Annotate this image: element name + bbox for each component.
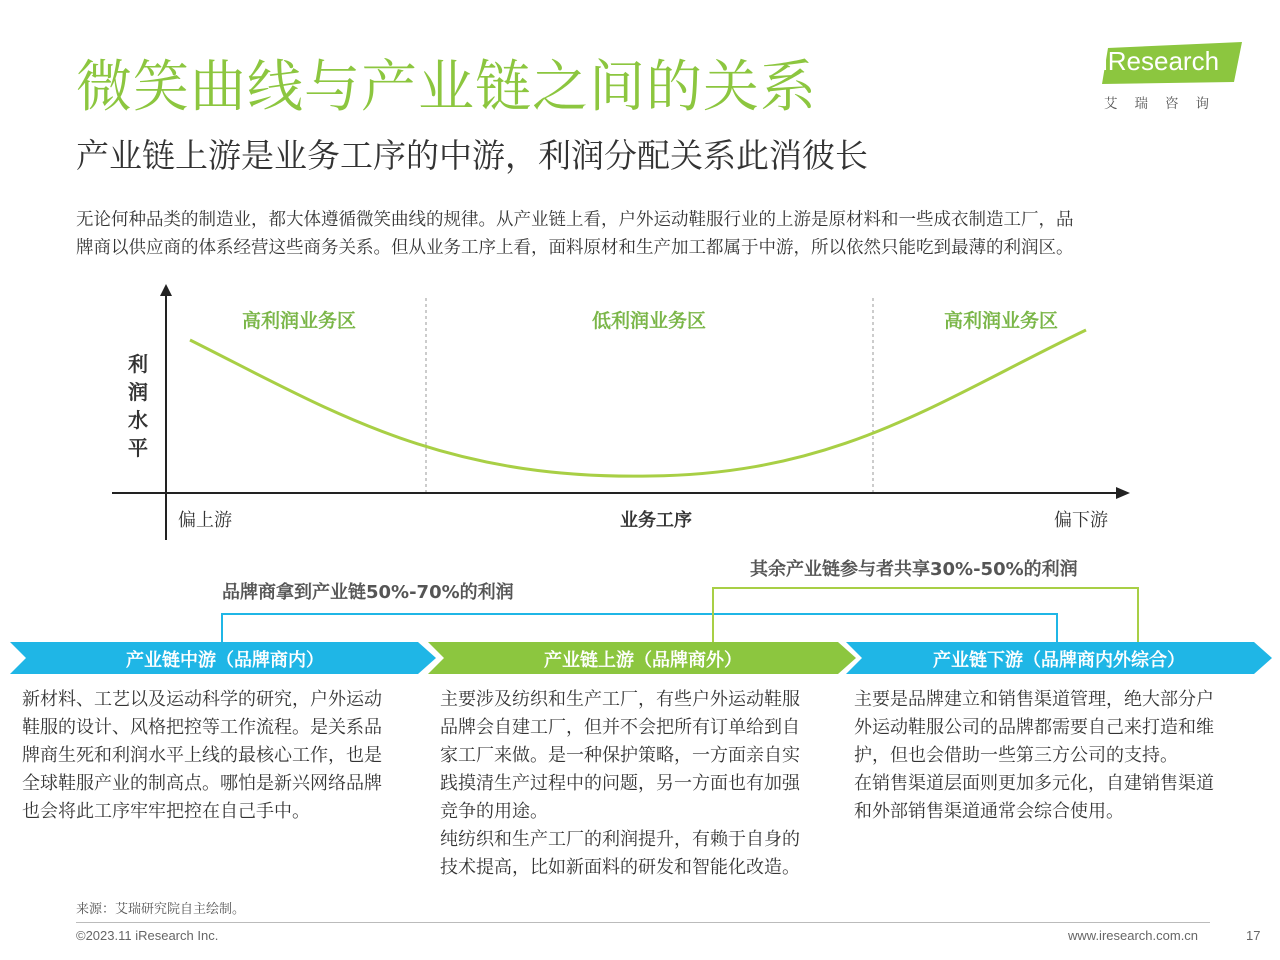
stage-description-downstream — [854, 686, 1214, 826]
x-axis-title: 业务工序 — [620, 510, 692, 531]
description-line: 外运动鞋服公司的品牌都需要自己来打造和维 — [854, 717, 1214, 738]
x-axis-left-label: 偏上游 — [178, 510, 232, 531]
iresearch-logo — [1098, 42, 1248, 112]
stage-description-upstream — [440, 686, 800, 882]
y-axis-arrow — [160, 284, 172, 296]
logo-wordmark: iResearch — [1102, 46, 1220, 76]
description-line: 在销售渠道层面则更加多元化，自建销售渠道 — [854, 773, 1214, 794]
intro-line: 无论何种品类的制造业，都大体遵循微笑曲线的规律。从产业链上看，户外运动鞋服行业的上游是原材料和一些成衣制造工厂，品 — [76, 210, 1074, 230]
y-axis-label-char: 利 — [128, 352, 148, 376]
y-axis-label-char: 润 — [128, 380, 148, 404]
stage-label-midstream: 产业链中游（品牌商内） — [126, 650, 324, 671]
y-axis-label-char: 平 — [128, 436, 148, 460]
description-line: 品牌会自建工厂，但并不会把所有订单给到自 — [440, 717, 800, 738]
page-subtitle: 产业链上游是业务工序的中游，利润分配关系此消彼长 — [76, 136, 868, 175]
zone-label-high-profit-right: 高利润业务区 — [944, 310, 1059, 332]
logo-subtitle: 艾瑞咨询 — [1104, 96, 1226, 112]
smile-curve — [190, 330, 1086, 476]
y-axis-label-char: 水 — [128, 408, 148, 432]
stage-label-upstream: 产业链上游（品牌商外） — [544, 650, 742, 671]
description-line: 全球鞋服产业的制高点。哪怕是新兴网络品牌 — [22, 773, 382, 794]
bracket-brand-label: 品牌商拿到产业链50%-70%的利润 — [222, 582, 514, 603]
description-line: 纯纺织和生产工厂的利润提升，有赖于自身的 — [440, 829, 800, 850]
description-line: 也会将此工序牢牢把控在自己手中。 — [22, 801, 310, 822]
x-axis-arrow — [1116, 487, 1130, 499]
x-axis-right-label: 偏下游 — [1054, 510, 1108, 531]
page-number: 17 — [1246, 928, 1261, 943]
description-line: 新材料、工艺以及运动科学的研究，户外运动 — [22, 689, 382, 710]
intro-line: 牌商以供应商的体系经营这些商务关系。但从业务工序上看，面料原材和生产加工都属于中游，所以依然只能吃到最薄的利润区。 — [76, 238, 1074, 258]
description-line: 和外部销售渠道通常会综合使用。 — [854, 801, 1124, 822]
description-line: 技术提高，比如新面料的研发和智能化改造。 — [440, 857, 800, 878]
stage-label-downstream: 产业链下游（品牌商内外综合） — [933, 650, 1185, 671]
description-line: 牌商生死和利润水平上线的最核心工作，也是 — [22, 745, 382, 766]
zone-label-low-profit: 低利润业务区 — [592, 310, 707, 332]
website-link[interactable]: www.iresearch.com.cn — [1068, 928, 1199, 943]
footer-divider — [76, 922, 1210, 923]
intro-paragraph — [76, 206, 1216, 262]
description-line: 家工厂来做。是一种保护策略，一方面亲自实 — [440, 745, 800, 766]
y-axis-label — [126, 350, 150, 462]
bracket-brand — [222, 614, 1057, 642]
description-line: 主要涉及纺织和生产工厂，有些户外运动鞋服 — [440, 689, 800, 710]
description-line: 践摸清生产过程中的问题，另一方面也有加强 — [440, 773, 800, 794]
bracket-others-label: 其余产业链参与者共享30%-50%的利润 — [750, 559, 1078, 580]
page-title: 微笑曲线与产业链之间的关系 — [76, 55, 817, 120]
source-note: 来源：艾瑞研究院自主绘制。 — [76, 902, 246, 917]
description-line: 护，但也会借助一些第三方公司的支持。 — [854, 745, 1178, 766]
description-line: 鞋服的设计、风格把控等工作流程。是关系品 — [22, 717, 382, 738]
zone-label-high-profit-left: 高利润业务区 — [242, 310, 357, 332]
description-line: 主要是品牌建立和销售渠道管理，绝大部分户 — [854, 689, 1214, 710]
description-line: 竞争的用途。 — [440, 801, 548, 822]
stage-description-midstream — [22, 686, 382, 826]
copyright: ©2023.11 iResearch Inc. — [76, 928, 219, 943]
